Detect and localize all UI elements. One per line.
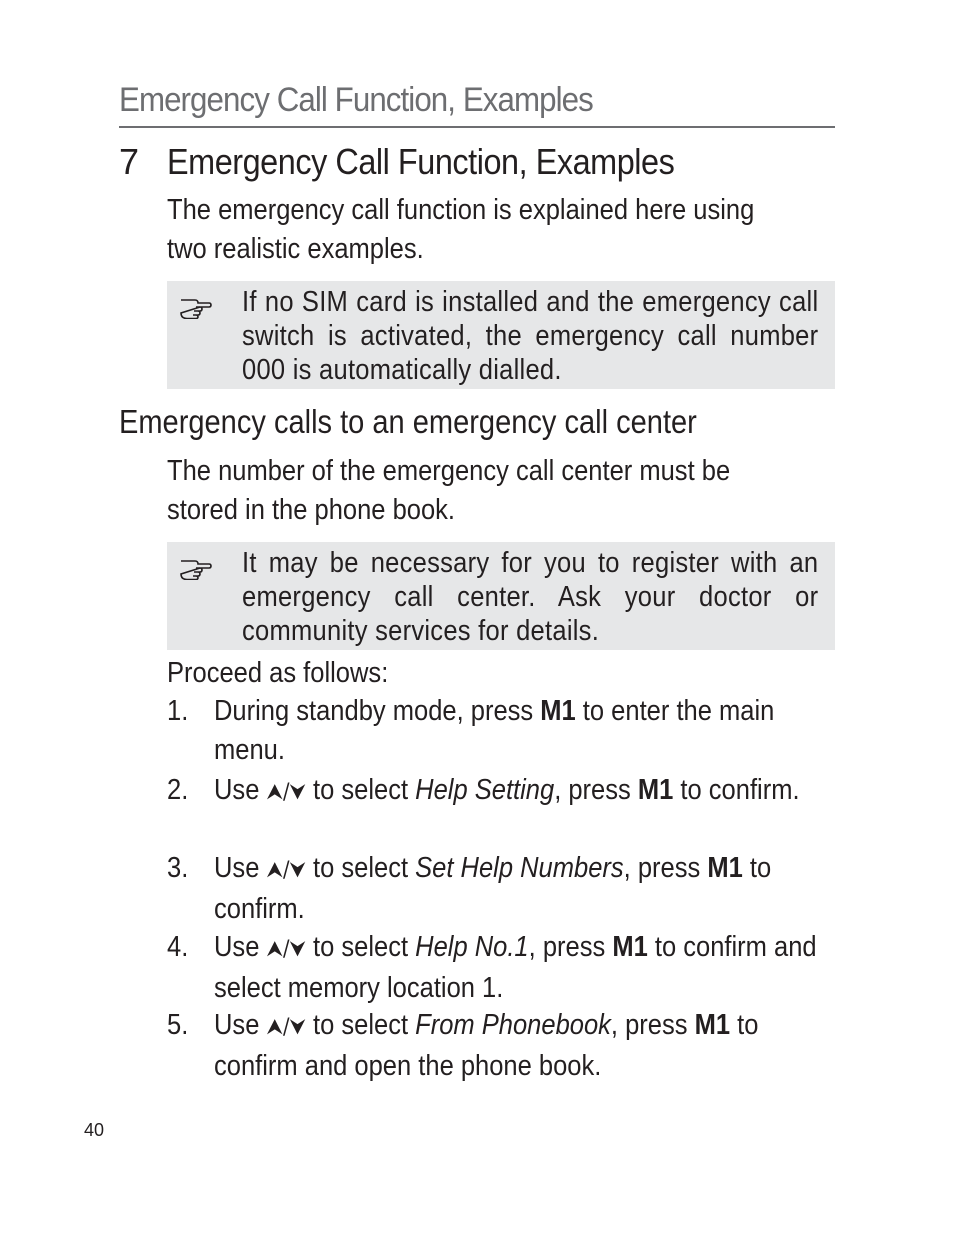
step-text: Use ⮝/⮟ to select Help No.1, press M1 to confirm and select memory location 1.: [214, 930, 817, 1004]
step-number: 1.: [167, 695, 189, 727]
steps-list: [167, 692, 847, 1085]
chapter-title: Emergency Call Function, Examples: [167, 141, 675, 182]
running-header: Emergency Call Function, Examples: [119, 81, 593, 119]
pointing-hand-icon: [179, 291, 213, 319]
list-item: [167, 849, 847, 928]
list-item: [167, 1006, 847, 1085]
step-text: Use ⮝/⮟ to select Set Help Numbers, press M1 to confirm.: [214, 852, 772, 925]
note-text-sim: If no SIM card is installed and the emergency call switch is activated, the emergency call number 000 is automatically dialled.: [242, 286, 819, 386]
section-paragraph: The number of the emergency call center must be stored in the phone book.: [167, 455, 731, 526]
list-item: [167, 771, 847, 850]
header-divider: [119, 126, 835, 128]
up-down-arrow-icon: ⮝/⮟: [266, 1015, 306, 1040]
step-number: 4.: [167, 930, 189, 963]
section-heading: Emergency calls to an emergency call center: [119, 403, 697, 440]
up-down-arrow-icon: ⮝/⮟: [266, 936, 306, 962]
pointing-hand-icon: [179, 552, 213, 580]
step-number: 5.: [167, 1009, 189, 1041]
proceed-label: Proceed as follows:: [167, 657, 389, 689]
step-text: Use ⮝/⮟ to select Help Setting, press M1 to confirm.: [214, 773, 800, 806]
key-m1: M1: [612, 930, 648, 963]
step-text: Use ⮝/⮟ to select From Phonebook, press M1 to confirm and open the phone book.: [214, 1009, 759, 1082]
menu-item-name: Set Help Numbers: [415, 852, 624, 884]
page-number: 40: [84, 1120, 105, 1140]
up-down-arrow-icon: ⮝/⮟: [266, 858, 306, 883]
menu-item-name: Help Setting: [415, 773, 555, 806]
key-m1: M1: [694, 1009, 731, 1041]
step-number: 2.: [167, 773, 189, 806]
up-down-arrow-icon: ⮝/⮟: [266, 779, 306, 805]
key-m1: M1: [540, 695, 576, 727]
chapter-number: 7: [119, 141, 140, 182]
list-item: [167, 928, 847, 1007]
intro-paragraph: The emergency call function is explained here using two realistic examples.: [167, 194, 755, 265]
key-m1: M1: [637, 773, 674, 806]
key-m1: M1: [707, 852, 743, 884]
step-number: 3.: [167, 852, 189, 884]
note-box-register: [167, 542, 835, 650]
list-item: [167, 692, 847, 771]
chapter-heading: [119, 140, 839, 184]
menu-item-name: Help No.1: [415, 930, 529, 963]
step-text: During standby mode, press M1 to enter the main menu.: [214, 695, 775, 766]
note-box-sim: [167, 281, 835, 389]
note-text-register: It may be necessary for you to register with an emergency call center. Ask your doctor or community services for details.: [242, 547, 819, 647]
menu-item-name: From Phonebook: [415, 1009, 611, 1041]
